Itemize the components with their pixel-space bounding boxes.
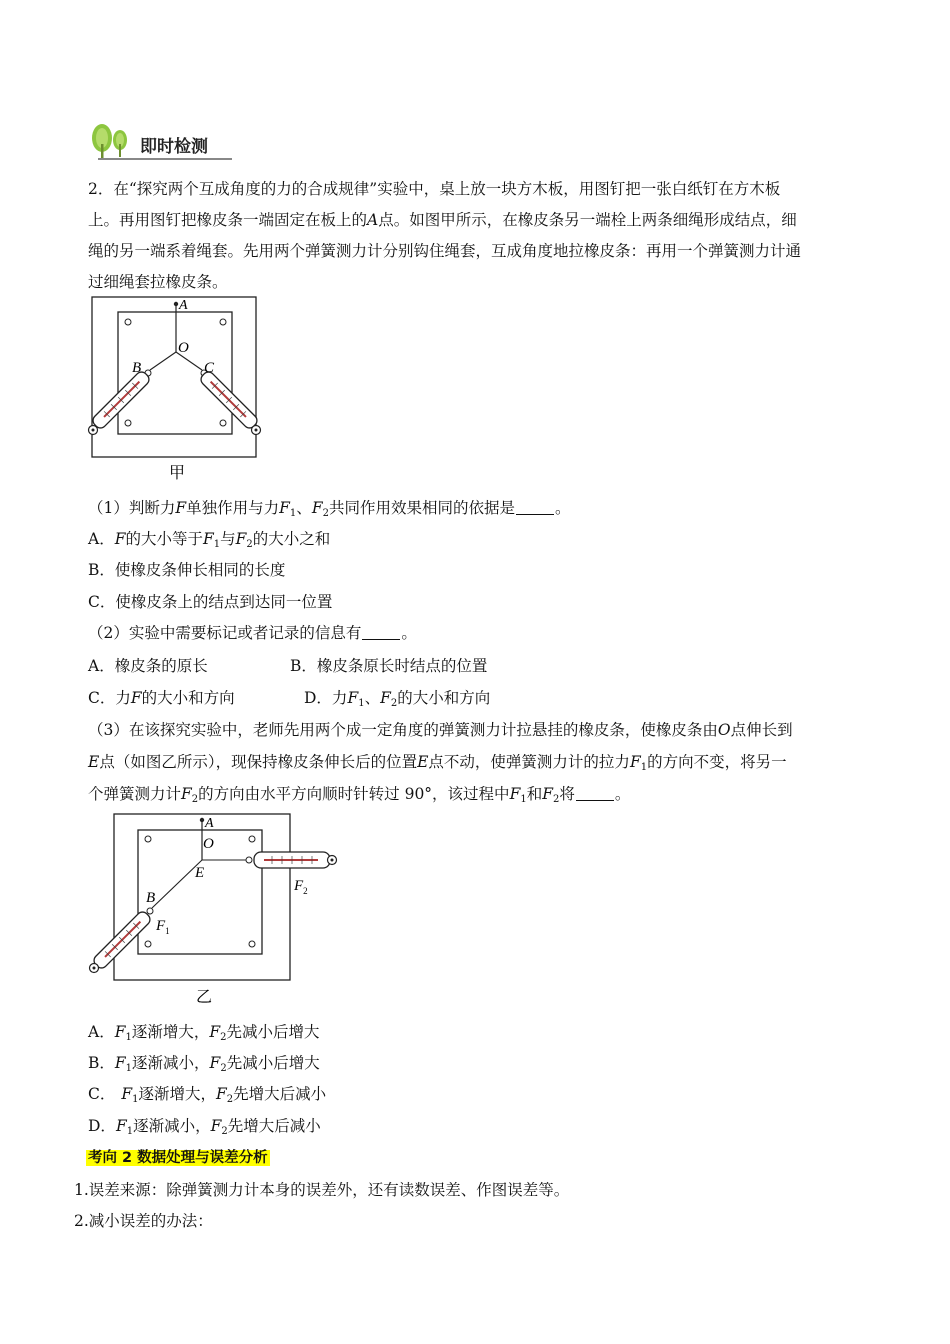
label-E: E xyxy=(195,865,205,881)
label-C: C xyxy=(204,360,215,376)
figure-yi xyxy=(86,810,342,1010)
question-stem-line-4: 过细绳套拉橡皮条。 xyxy=(88,273,228,291)
figure-jia xyxy=(86,294,266,484)
answer-blank xyxy=(576,786,614,801)
answer-blank xyxy=(516,500,554,515)
q2-stem: （2）实验中需要标记或者记录的信息有 。 xyxy=(88,624,417,642)
q3-stem-line-1: （3）在该探究实验中，老师先用两个成一定角度的弹簧测力计拉悬挂的橡皮条，使橡皮条由O点伸长到 xyxy=(88,721,793,739)
label-O: O xyxy=(203,836,214,852)
label-F2: $F_2$ xyxy=(294,878,308,896)
q3-option-a: A．$F_1$逐渐增大，$F_2$先减小后增大 xyxy=(88,1023,320,1043)
section2-item-1: 1.误差来源：除弹簧测力计本身的误差外，还有读数误差、作图误差等。 xyxy=(74,1181,570,1199)
q1-option-c: C．使橡皮条上的结点到达同一位置 xyxy=(88,593,333,611)
section2-item-2: 2.减小误差的办法： xyxy=(74,1212,213,1230)
label-O: O xyxy=(178,340,189,356)
q1-stem: （1）判断力F单独作用与力$F_1$、$F_2$共同作用效果相同的依据是 。 xyxy=(88,499,571,519)
section-heading xyxy=(88,122,238,162)
answer-blank xyxy=(362,625,400,640)
q3-option-c: C． $F_1$逐渐增大，$F_2$先增大后减小 xyxy=(88,1085,327,1105)
q2-option-b: B．橡皮条原长时结点的位置 xyxy=(290,657,488,675)
question-stem-line-2: 上。再用图钉把橡皮条一端固定在板上的A点。如图甲所示，在橡皮条另一端栓上两条细绳形成结点，细 xyxy=(88,211,797,229)
label-A: A xyxy=(179,298,188,313)
q2-option-a: A．橡皮条的原长 xyxy=(88,657,208,675)
figure-caption: 乙 xyxy=(196,989,213,1006)
label-A: A xyxy=(205,816,214,831)
q3-option-b: B．$F_1$逐渐减小，$F_2$先减小后增大 xyxy=(88,1054,320,1074)
label-B: B xyxy=(146,890,156,906)
label-F1: $F_1$ xyxy=(156,918,170,936)
figure-caption: 甲 xyxy=(169,465,186,482)
question-stem-line-1: 2．在“探究两个互成角度的力的合成规律”实验中，桌上放一块方木板，用图钉把一张白纸钉在方木板 xyxy=(88,180,781,198)
q3-stem-line-2: E点（如图乙所示），现保持橡皮条伸长后的位置E点不动，使弹簧测力计的拉力$F_1$的方向不变，将另一 xyxy=(88,753,787,773)
q3-stem-line-3: 个弹簧测力计$F_2$的方向由水平方向顺时针转过 90°，该过程中$F_1$和$F_2$将 。 xyxy=(88,785,631,805)
paper-inner xyxy=(138,830,262,954)
tree-icon xyxy=(88,122,136,162)
question-stem-line-3: 绳的另一端系着绳套。先用两个弹簧测力计分别钩住绳套，互成角度地拉橡皮条：再用一个弹簧测力计通 xyxy=(88,242,802,260)
section2-title: 考向 2 数据处理与误差分析 xyxy=(88,1150,268,1166)
q2-option-d: D．力$F_1$、$F_2$的大小和方向 xyxy=(304,689,491,709)
q1-option-b: B．使橡皮条伸长相同的长度 xyxy=(88,561,286,579)
q1-option-a: A．F的大小等于$F_1$与$F_2$的大小之和 xyxy=(88,530,331,550)
label-B: B xyxy=(132,360,142,376)
q2-option-c: C．力F的大小和方向 xyxy=(88,689,235,707)
heading-underline xyxy=(98,158,232,160)
section-heading-text: 即时检测 xyxy=(140,137,208,157)
question-number: 2． xyxy=(88,180,114,198)
q3-option-d: D．$F_1$逐渐减小，$F_2$先增大后减小 xyxy=(88,1117,321,1137)
